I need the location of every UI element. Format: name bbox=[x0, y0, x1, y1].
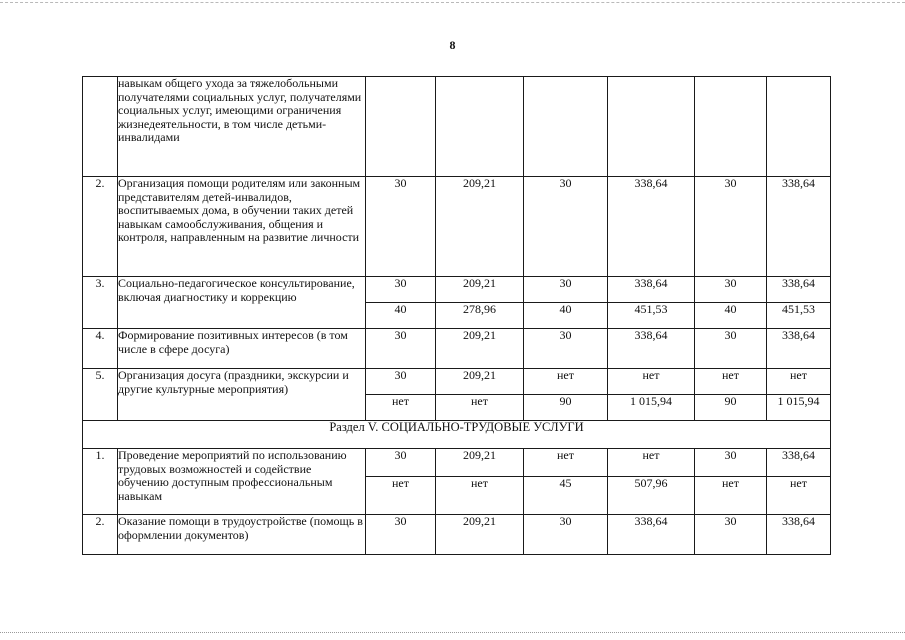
value-cell: 90 bbox=[524, 395, 608, 421]
value-cell: 338,64 bbox=[608, 515, 695, 555]
value-cell: 30 bbox=[366, 177, 436, 277]
value-cell: 209,21 bbox=[436, 515, 524, 555]
value-cell: 209,21 bbox=[436, 449, 524, 477]
service-name: Оказание помощи в трудоустройстве (помощь в оформлении документов) bbox=[118, 515, 366, 555]
value-cell: 30 bbox=[524, 329, 608, 369]
value-cell: 30 bbox=[366, 369, 436, 395]
table-row bbox=[83, 329, 831, 369]
scan-edge-top bbox=[0, 2, 905, 3]
value-cell bbox=[436, 77, 524, 177]
value-cell: 338,64 bbox=[608, 277, 695, 303]
row-number bbox=[83, 77, 118, 177]
table-row bbox=[83, 449, 831, 477]
value-cell: нет bbox=[695, 477, 767, 515]
value-cell: нет bbox=[524, 369, 608, 395]
value-cell: 30 bbox=[366, 449, 436, 477]
value-cell bbox=[695, 77, 767, 177]
value-cell: 278,96 bbox=[436, 303, 524, 329]
value-cell: нет bbox=[366, 395, 436, 421]
value-cell bbox=[608, 77, 695, 177]
value-cell: 40 bbox=[366, 303, 436, 329]
value-cell: нет bbox=[608, 369, 695, 395]
value-cell: 30 bbox=[695, 177, 767, 277]
row-number: 3. bbox=[83, 277, 118, 329]
value-cell: 507,96 bbox=[608, 477, 695, 515]
value-cell: 40 bbox=[695, 303, 767, 329]
value-cell: нет bbox=[524, 449, 608, 477]
value-cell: 338,64 bbox=[767, 515, 831, 555]
service-name: Организация досуга (праздники, экскурсии и другие культурные мероприятия) bbox=[118, 369, 366, 421]
services-tariff-table bbox=[82, 76, 831, 555]
service-name: Социально-педагогическое консультирование, включая диагностику и коррекцию bbox=[118, 277, 366, 329]
value-cell: 338,64 bbox=[767, 277, 831, 303]
value-cell: 338,64 bbox=[767, 329, 831, 369]
value-cell: 451,53 bbox=[608, 303, 695, 329]
table-row bbox=[83, 369, 831, 395]
value-cell: 451,53 bbox=[767, 303, 831, 329]
value-cell: нет bbox=[436, 477, 524, 515]
service-name: Формирование позитивных интересов (в том числе в сфере досуга) bbox=[118, 329, 366, 369]
value-cell: 30 bbox=[695, 449, 767, 477]
scan-edge-bottom bbox=[0, 632, 905, 633]
value-cell: нет bbox=[608, 449, 695, 477]
value-cell: нет bbox=[695, 369, 767, 395]
section-title: Раздел V. СОЦИАЛЬНО-ТРУДОВЫЕ УСЛУГИ bbox=[83, 421, 831, 449]
value-cell bbox=[767, 77, 831, 177]
value-cell: 1 015,94 bbox=[608, 395, 695, 421]
value-cell: 30 bbox=[695, 329, 767, 369]
value-cell: нет bbox=[436, 395, 524, 421]
service-name: Проведение мероприятий по использованию трудовых возможностей и содействие обучению доступным профессиональным навыкам bbox=[118, 449, 366, 515]
value-cell bbox=[366, 77, 436, 177]
row-number: 5. bbox=[83, 369, 118, 421]
value-cell: 45 bbox=[524, 477, 608, 515]
value-cell: нет bbox=[366, 477, 436, 515]
value-cell: 30 bbox=[695, 277, 767, 303]
value-cell: 338,64 bbox=[608, 177, 695, 277]
value-cell: 30 bbox=[524, 177, 608, 277]
value-cell: 209,21 bbox=[436, 329, 524, 369]
value-cell: 30 bbox=[366, 329, 436, 369]
value-cell: нет bbox=[767, 477, 831, 515]
value-cell: нет bbox=[767, 369, 831, 395]
value-cell: 30 bbox=[695, 515, 767, 555]
value-cell: 338,64 bbox=[767, 177, 831, 277]
value-cell: 338,64 bbox=[608, 329, 695, 369]
row-number: 2. bbox=[83, 515, 118, 555]
value-cell: 1 015,94 bbox=[767, 395, 831, 421]
value-cell: 209,21 bbox=[436, 177, 524, 277]
value-cell: 30 bbox=[524, 277, 608, 303]
value-cell: 209,21 bbox=[436, 369, 524, 395]
table-row bbox=[83, 77, 831, 177]
value-cell: 90 bbox=[695, 395, 767, 421]
value-cell: 30 bbox=[366, 277, 436, 303]
row-number: 4. bbox=[83, 329, 118, 369]
service-name: навыкам общего ухода за тяжелобольными получателями социальных услуг, получателями социальных услуг, имеющими ограничения жизнедеятельности, в том числе детьми-инвалидами bbox=[118, 77, 366, 177]
section-row bbox=[83, 421, 831, 449]
value-cell: 40 bbox=[524, 303, 608, 329]
table-row bbox=[83, 177, 831, 277]
table-row bbox=[83, 277, 831, 303]
service-name: Организация помощи родителям или законным представителям детей-инвалидов, воспитываемых дома, в обучении таких детей навыкам самообслуживания, общения и контроля, направленным на развитие личности bbox=[118, 177, 366, 277]
value-cell: 338,64 bbox=[767, 449, 831, 477]
row-number: 2. bbox=[83, 177, 118, 277]
value-cell: 30 bbox=[524, 515, 608, 555]
page-number: 8 bbox=[449, 38, 456, 52]
value-cell: 30 bbox=[366, 515, 436, 555]
value-cell bbox=[524, 77, 608, 177]
row-number: 1. bbox=[83, 449, 118, 515]
table-row bbox=[83, 515, 831, 555]
value-cell: 209,21 bbox=[436, 277, 524, 303]
